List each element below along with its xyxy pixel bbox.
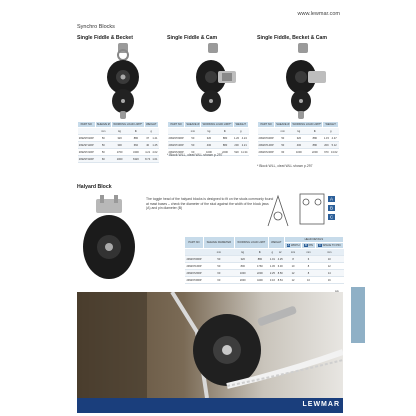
- cell: 209: [324, 143, 329, 147]
- cell: 50: [204, 256, 235, 263]
- th-part-no: PART NO: [168, 122, 185, 128]
- cell: 8.74: [145, 157, 151, 161]
- cell: 29929724RP: [258, 150, 274, 154]
- table-row: [168, 142, 249, 149]
- cell: 1.61: [152, 157, 158, 161]
- cell: 29929704RP: [258, 136, 274, 140]
- cell: 12: [315, 263, 343, 270]
- cell: 13.62: [330, 150, 338, 154]
- cell: 5.12: [331, 143, 337, 147]
- cell: 29929721RP: [78, 150, 94, 154]
- th-b: B PIN: [302, 243, 315, 249]
- becket-cam-footnote: * Block WLL, cleat WLL shown p.297: [257, 164, 313, 168]
- cell: 29929711RP: [78, 143, 94, 147]
- cell: 6: [302, 256, 315, 263]
- cell: 29929713RP: [168, 143, 184, 147]
- cell: 880: [217, 135, 233, 142]
- cell: 1000: [111, 156, 127, 163]
- head-details-drawing: [264, 190, 346, 230]
- th-part-no: PART NO: [185, 237, 204, 249]
- cell: 50: [185, 135, 201, 142]
- unit-cell: mm: [275, 128, 291, 135]
- th-wll: WORKING LOAD LIMIT: [234, 237, 268, 249]
- unit-cell: lb: [128, 128, 144, 135]
- block-in-use-photo: [77, 292, 343, 398]
- cell: 10: [302, 277, 315, 284]
- label-c: C: [329, 214, 334, 220]
- cell: 1000: [201, 149, 217, 156]
- cell: 29929723RP: [168, 150, 184, 154]
- cell: 880: [251, 256, 268, 263]
- table-row: [168, 135, 249, 142]
- cell: 320: [291, 135, 307, 142]
- cell: 29929701RP: [78, 136, 94, 140]
- cell: 1.41: [152, 136, 158, 140]
- unit-cell: mm: [204, 249, 235, 256]
- spec-table-fiddle-becket: [77, 121, 159, 163]
- table-row: [78, 135, 159, 142]
- table-row: [185, 277, 344, 284]
- cell: 2200: [307, 149, 323, 156]
- table-row: [78, 156, 159, 163]
- cell: 12: [284, 277, 302, 284]
- unit-cell: mm: [95, 128, 111, 135]
- cell: 3400: [128, 149, 144, 156]
- cell: 50: [95, 142, 111, 149]
- unit-cell: lb: [307, 128, 323, 135]
- unit-cell: lb: [251, 249, 268, 256]
- cell: 2.21: [241, 143, 247, 147]
- halyard-block-image: [76, 193, 142, 285]
- cell: 8: [302, 270, 315, 277]
- unit-cell: g: [144, 128, 158, 135]
- fiddle-becket-cam-block-image: [268, 43, 338, 119]
- th-c: C SPACE TO PIN: [315, 243, 343, 249]
- unit-cell: [168, 128, 185, 135]
- cell: 29929716RP: [186, 264, 202, 268]
- cell: 14: [315, 270, 343, 277]
- cell: 11.34: [241, 150, 248, 154]
- section-title: Synchro Blocks: [77, 24, 115, 30]
- cell: 1.01: [269, 257, 275, 261]
- spec-table-fiddle-becket-cam: [257, 121, 339, 156]
- th-part-no: PART NO: [78, 122, 96, 128]
- cell: 400: [201, 142, 217, 149]
- product-title-fiddle-becket-cam: Single Fiddle, Becket & Cam: [257, 35, 328, 41]
- cell: 2.25: [269, 271, 275, 275]
- cell: 16: [315, 277, 343, 284]
- th-sheave: SHEAVE Ø: [186, 123, 200, 126]
- cell: 320: [111, 135, 127, 142]
- cell: 50: [204, 263, 235, 270]
- unit-cell: g: [323, 128, 339, 135]
- cell: 2200: [251, 270, 268, 277]
- unit-cell: mm: [315, 249, 343, 256]
- cell: 10: [284, 263, 302, 270]
- cell: 670: [324, 150, 329, 154]
- halyard-block-title: Halyard Block: [77, 184, 112, 190]
- cell: 4.21: [145, 150, 151, 154]
- cell: 880: [217, 142, 233, 149]
- lewmar-logo: LEWMAR: [302, 401, 340, 408]
- cell: 60: [204, 270, 235, 277]
- cell: 50: [95, 135, 111, 142]
- cell: 1760: [251, 263, 268, 270]
- th-wll: WORKING LOAD LIMIT*: [202, 123, 232, 126]
- unit-cell: kg: [111, 128, 127, 135]
- cell: 520: [234, 150, 239, 154]
- cell: 50: [95, 149, 111, 156]
- cell: 29929731RP: [78, 157, 94, 161]
- cell: 50: [275, 142, 291, 149]
- cell: 12: [284, 270, 302, 277]
- cell: 8: [284, 256, 302, 263]
- cell: 6320: [128, 156, 144, 163]
- unit-cell: g: [233, 128, 249, 135]
- cell: 40: [144, 142, 151, 149]
- cell: 2200: [217, 149, 233, 156]
- cell: 880: [307, 135, 323, 142]
- cell: 60: [185, 149, 201, 156]
- th-weight: WEIGHT: [144, 122, 158, 128]
- cell: 1000: [291, 149, 307, 156]
- cell: 320: [234, 256, 251, 263]
- unit-cell: [185, 249, 204, 256]
- table-row: [185, 263, 344, 270]
- cell: 1.20: [234, 136, 240, 140]
- th-wll: WORKING LOAD LIMIT*: [113, 123, 143, 126]
- cell: 200: [234, 143, 239, 147]
- website-url[interactable]: www.lewmar.com: [297, 11, 340, 17]
- cell: 29929706RP: [186, 257, 202, 261]
- cell: 880: [128, 135, 144, 142]
- product-title-fiddle-becket: Single Fiddle & Becket: [77, 35, 133, 41]
- unit-cell: mm: [302, 249, 315, 256]
- section-side-tab: [351, 287, 365, 343]
- cell: 4.02: [152, 150, 158, 154]
- cell: 880: [307, 142, 323, 149]
- unit-cell: mm: [284, 249, 302, 256]
- th-a: A WIDTH: [284, 243, 302, 249]
- cell: 4.25: [277, 257, 283, 261]
- spec-table-halyard: [184, 236, 344, 284]
- table-row: [258, 149, 339, 156]
- unit-cell: [78, 128, 96, 135]
- cell: 300: [111, 142, 127, 149]
- cell: 50: [275, 135, 291, 142]
- th-weight: WEIGHT: [323, 122, 339, 128]
- label-b: B: [329, 205, 334, 211]
- fiddle-becket-block-image: [88, 43, 158, 119]
- cell: 8: [302, 263, 315, 270]
- cell: 8.50: [277, 271, 283, 275]
- th-part-no: PART NO: [258, 122, 275, 128]
- th-weight: WEIGHT: [268, 237, 284, 249]
- th-wll: WORKING LOAD LIMIT*: [292, 123, 322, 126]
- cell: 50: [185, 142, 201, 149]
- cell: 60: [204, 277, 235, 284]
- unit-cell: g: [268, 249, 276, 256]
- cell: 4400: [251, 277, 268, 284]
- cell: 320: [201, 135, 217, 142]
- cell: 8.54: [277, 278, 283, 282]
- table-row: [78, 149, 159, 156]
- cell: 37: [144, 135, 151, 142]
- cell: 3.16: [269, 278, 275, 282]
- spec-table-fiddle-cam: [167, 121, 249, 156]
- cell: 29929736RP: [186, 278, 202, 282]
- cell: 60: [275, 149, 291, 156]
- cell: 1000: [234, 270, 251, 277]
- table-row: [185, 270, 344, 277]
- table-row: [258, 135, 339, 142]
- cell: 29929703RP: [168, 136, 184, 140]
- product-title-fiddle-cam: Single Fiddle & Cam: [167, 35, 218, 41]
- fiddle-cam-block-image: [178, 43, 248, 119]
- unit-cell: kg: [291, 128, 307, 135]
- cam-footnote: * Block WLL, cleat WLL shown p.297: [167, 153, 223, 157]
- cell: 10: [315, 256, 343, 263]
- cell: 1700: [111, 149, 127, 156]
- table-row: [78, 142, 159, 149]
- unit-cell: [258, 128, 275, 135]
- cell: 60: [95, 156, 111, 163]
- cell: 1.15: [323, 136, 329, 140]
- cell: 400: [291, 142, 307, 149]
- halyard-description: The toggle head of the halyard blocks is designed to fit on the studs commonly found at mast bases – check the diameter of the stud against the width of the block jaws (A) and pin diameter (B): [146, 197, 274, 211]
- th-weight: WEIGHT: [233, 122, 249, 128]
- th-sheave: SHEAVE Ø: [96, 123, 110, 126]
- table-row: [258, 142, 339, 149]
- cell: 2000: [234, 277, 251, 284]
- cell: 660: [128, 142, 144, 149]
- unit-cell: kg: [234, 249, 251, 256]
- cell: 1.45: [269, 264, 275, 268]
- th-head-details: HEAD DETAILS: [284, 237, 343, 243]
- unit-cell: oz: [276, 249, 284, 256]
- cell: 800: [234, 263, 251, 270]
- cell: 1.45: [152, 143, 158, 147]
- unit-cell: kg: [201, 128, 217, 135]
- label-a: A: [329, 196, 334, 202]
- cell: 4.47: [331, 136, 337, 140]
- cell: 6.30: [277, 264, 283, 268]
- cell: 29929714RP: [258, 143, 274, 147]
- cell: 4.24: [241, 136, 247, 140]
- unit-cell: lb: [217, 128, 233, 135]
- th-sheave: SHEAVE Ø: [276, 123, 290, 126]
- cell: 29929726RP: [186, 271, 202, 275]
- th-sheave: SHEAVE DIAMETER: [204, 237, 235, 249]
- table-row: [185, 256, 344, 263]
- unit-cell: mm: [185, 128, 201, 135]
